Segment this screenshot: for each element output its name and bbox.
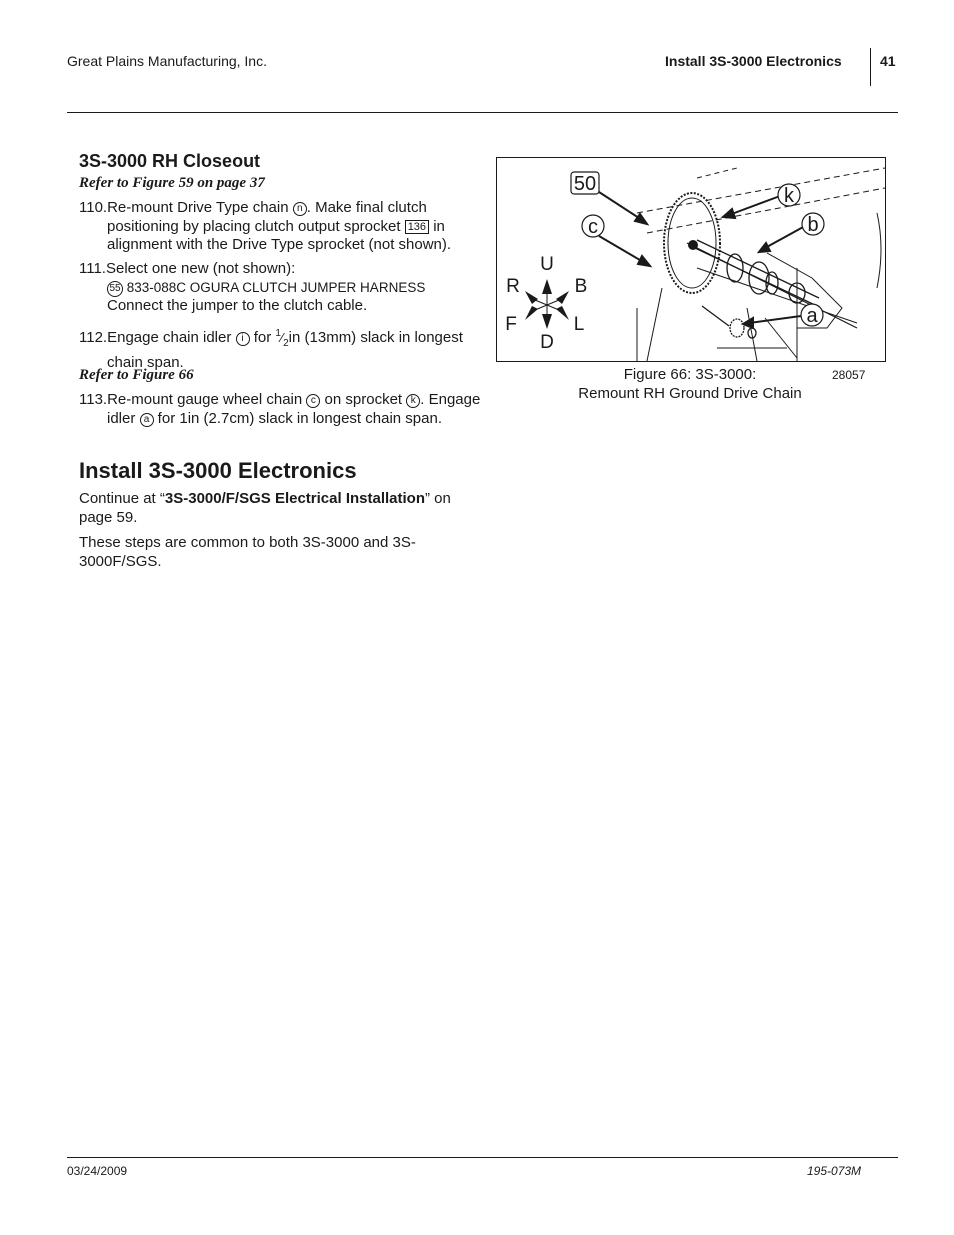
step-number: 110. xyxy=(79,199,108,216)
callout-a: a xyxy=(140,413,154,427)
callout-c-label: c xyxy=(588,216,598,238)
orientation-compass xyxy=(505,254,587,353)
reference-figure-66: Refer to Figure 66 xyxy=(79,367,194,383)
callout-a-label: a xyxy=(806,305,818,327)
electronics-paragraph-1 xyxy=(79,490,471,527)
step-number: 113. xyxy=(79,391,108,408)
fraction-denominator: 2 xyxy=(283,338,289,349)
part-number: 833-088C OGURA CLUTCH JUMPER HARNESS xyxy=(123,280,426,295)
callout-b-label: b xyxy=(807,214,819,236)
footer-date: 03/24/2009 xyxy=(67,1164,128,1178)
header-company: Great Plains Manufacturing, Inc. xyxy=(67,53,267,69)
fraction-numerator: 1 xyxy=(275,328,281,339)
footer-rule xyxy=(67,1157,898,1158)
step-111 xyxy=(79,260,499,279)
step-text: on sprocket xyxy=(320,391,407,408)
step-number: 112. xyxy=(79,329,108,346)
figure-66-caption xyxy=(560,366,820,403)
compass-back: B xyxy=(574,276,588,297)
paragraph-text: Continue at “ xyxy=(79,490,165,507)
step-text: for 1in (2.7cm) slack in longest chain span. xyxy=(153,409,442,427)
page-number: 41 xyxy=(880,53,896,69)
step-text: . Make final clutch positioning by placing clutch output sprocket xyxy=(107,199,427,235)
step-text: Re-mount Drive Type chain xyxy=(107,199,293,216)
step-text: in (13mm) slack in longest chain span. xyxy=(107,329,463,371)
compass-left: L xyxy=(573,314,585,335)
step-112: 112.Engage chain idler i for $^1⁄_2in$ (13mm) slack in longest chain span. xyxy=(79,328,463,371)
caption-line-1: Figure 66: 3S-3000: xyxy=(623,366,757,383)
compass-front: F xyxy=(505,314,517,335)
step-text: Engage chain idler xyxy=(107,329,236,346)
reference-figure-59: Refer to Figure 59 on page 37 xyxy=(79,175,265,191)
step-text: for xyxy=(249,329,276,346)
compass-down: D xyxy=(540,332,554,353)
step-text: . Engage idler xyxy=(107,391,481,427)
compass-up: U xyxy=(540,254,554,275)
closeout-heading: 3S-3000 RH Closeout xyxy=(79,151,261,171)
callout-k: k xyxy=(406,394,420,408)
callout-136: 136 xyxy=(405,220,429,234)
step-111-part xyxy=(79,279,499,298)
step-text: Select one new (not shown): xyxy=(105,260,296,277)
step-text: Re-mount gauge wheel chain xyxy=(107,391,307,408)
paragraph-text: ” on page 59. xyxy=(79,490,451,526)
link-electrical-installation: 3S-3000/F/SGS Electrical Installation xyxy=(164,490,425,507)
large-sprocket xyxy=(664,193,720,293)
callout-50-label: 50 xyxy=(573,173,597,195)
header-rule xyxy=(67,112,898,113)
electronics-paragraph-2: These steps are common to both 3S-3000 and 3S-3000F/SGS. xyxy=(79,534,416,570)
step-number: 111. xyxy=(79,260,106,277)
figure-66-drawing xyxy=(497,158,885,361)
footer-document-number: 195-073M xyxy=(807,1164,862,1178)
callout-i: i xyxy=(236,332,250,346)
electronics-heading: Install 3S-3000 Electronics xyxy=(79,458,357,483)
callout-c: c xyxy=(306,394,320,408)
step-110 xyxy=(79,199,499,255)
left-column xyxy=(79,150,481,590)
caption-line-2: Remount RH Ground Drive Chain xyxy=(578,384,802,402)
step-113 xyxy=(79,391,499,428)
step-text: in alignment with the Drive Type sprocket (not shown). xyxy=(107,217,452,253)
header-section-title: Install 3S-3000 Electronics xyxy=(665,53,842,69)
figure-id: 28057 xyxy=(832,368,866,382)
callout-55: 55 xyxy=(107,281,123,297)
callout-k-label: k xyxy=(784,185,794,207)
compass-right: R xyxy=(506,276,520,297)
callout-n: n xyxy=(293,202,307,216)
figure-66-illustration xyxy=(496,157,886,362)
step-111-instruction: Connect the jumper to the clutch cable. xyxy=(107,297,368,314)
header-divider xyxy=(870,48,871,86)
